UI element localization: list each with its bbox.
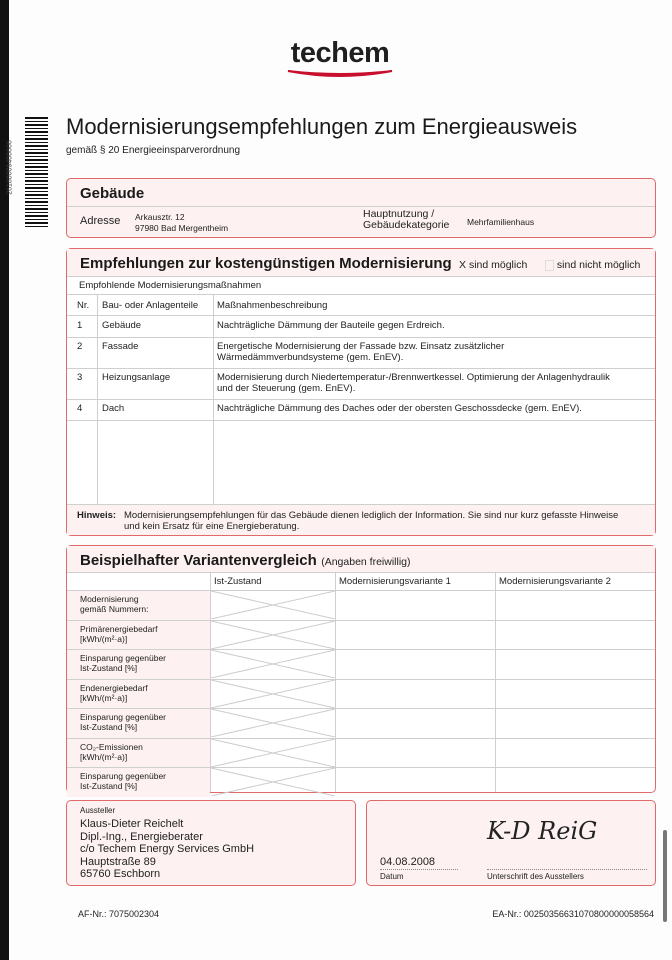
row-label: Einsparung gegenüber Ist-Zustand [%] (80, 771, 167, 791)
crossed-out-cell (211, 709, 335, 737)
signature-label: Unterschrift des Ausstellers (487, 872, 584, 881)
comparison-heading: Beispielhafter Variantenvergleich (Angaben freiwillig) (80, 552, 411, 569)
comparison-row (67, 768, 655, 797)
comparison-row (67, 621, 655, 651)
scrollbar[interactable] (663, 830, 667, 922)
comparison-section (66, 545, 656, 793)
table-row: 4 Dach Nachträgliche Dämmung des Daches oder der obersten Geschossdecke (gem. EnEV). (67, 400, 655, 421)
usage-value: Mehrfamilienhaus (467, 217, 535, 227)
building-section (66, 178, 656, 238)
comparison-row (67, 591, 655, 621)
row-label: Endenergiebedarf [kWh/(m²·a)] (80, 682, 148, 703)
barcode (25, 117, 48, 227)
issuer-label: Aussteller (80, 806, 116, 815)
table-row: 2 Fassade Energetische Modernisierung der Fassade bzw. Einsatz zusätzlicher Wärmedämmverbundsysteme (gem. EnEV). (67, 338, 655, 369)
page-title: Modernisierungsempfehlungen zum Energieausweis (66, 114, 578, 139)
crossed-out-cell (211, 621, 335, 649)
ea-number: EA-Nr.: 00250356631070800000058564 (492, 909, 654, 919)
page-subtitle: gemäß § 20 Energieeinsparverordnung (66, 145, 240, 156)
date-label: Datum (380, 872, 404, 881)
comparison-row (67, 739, 655, 769)
recommendations-section (66, 248, 656, 536)
address-value: Arkausztr. 12 97980 Bad Mergentheim (135, 212, 229, 233)
measures-table (67, 317, 655, 421)
col-variant-2: Modernisierungsvariante 2 (499, 576, 611, 587)
col-part: Bau- oder Anlagenteile (102, 300, 199, 311)
issuer-address: Klaus-Dieter Reichelt Dipl.-Ing., Energieberater c/o Techem Energy Services GmbH Hauptstraße 89 65760 Eschborn (80, 818, 255, 880)
row-label: Modernisierung gemäß Nummern: (80, 594, 149, 614)
note-text: Modernisierungsempfehlungen für das Gebäude dienen lediglich der Information. Sie sind nur kurz gefasste Hinweise und kein Ersatz für eine Energieberatung. (124, 510, 619, 532)
crossed-out-cell (211, 650, 335, 678)
issuer-section (66, 800, 356, 886)
comparison-row (67, 709, 655, 739)
row-label: CO₂-Emissionen [kWh/(m²·a)] (80, 741, 143, 762)
measures-subheading: Empfohlende Modernisierungsmaßnahmen (79, 280, 262, 291)
date-value: 04.08.2008 (380, 856, 436, 868)
comparison-row (67, 680, 655, 710)
crossed-out-cell (211, 680, 335, 708)
table-row: 3 Heizungsanlage Modernisierung durch Niedertemperatur-/Brennwertkessel. Optimierung der Anlagenhydraulik und der Steuerung (gem. EnEV). (67, 369, 655, 400)
table-row: 1 Gebäude Nachträgliche Dämmung der Bauteile gegen Erdreich. (67, 317, 655, 338)
col-desc: Maßnahmenbeschreibung (217, 300, 328, 311)
address-label: Adresse (80, 215, 121, 227)
signature-image: K-D Rei⁠G (487, 817, 598, 845)
crossed-out-cell (211, 768, 335, 796)
col-ist: Ist-Zustand (214, 576, 262, 587)
recommendations-heading: Empfehlungen zur kostengünstigen Modernisierung (80, 255, 452, 272)
option-possible: X sind möglich (459, 259, 528, 271)
checkbox-checked: X (459, 259, 467, 271)
techem-logo: techem (284, 38, 396, 86)
note-label: Hinweis: (77, 510, 117, 521)
col-variant-1: Modernisierungsvariante 1 (339, 576, 451, 587)
usage-label: Hauptnutzung / Gebäudekategorie (363, 208, 450, 231)
col-nr: Nr. (77, 300, 90, 311)
row-label: Einsparung gegenüber Ist-Zustand [%] (80, 653, 167, 673)
signature-section (366, 800, 656, 886)
option-not-possible: sind nicht möglich (545, 259, 640, 271)
af-number: AF-Nr.: 7075002304 (78, 909, 160, 919)
barcode-number: 26180009400606 (6, 140, 14, 195)
building-heading: Gebäude (80, 185, 145, 202)
comparison-row (67, 650, 655, 680)
crossed-out-cell (211, 591, 335, 619)
row-label: Primärenergiebedarf [kWh/(m²·a)] (80, 623, 158, 644)
crossed-out-cell (211, 739, 335, 767)
row-label: Einsparung gegenüber Ist-Zustand [%] (80, 712, 167, 732)
checkbox-unchecked (545, 260, 554, 271)
comparison-table (67, 591, 655, 797)
